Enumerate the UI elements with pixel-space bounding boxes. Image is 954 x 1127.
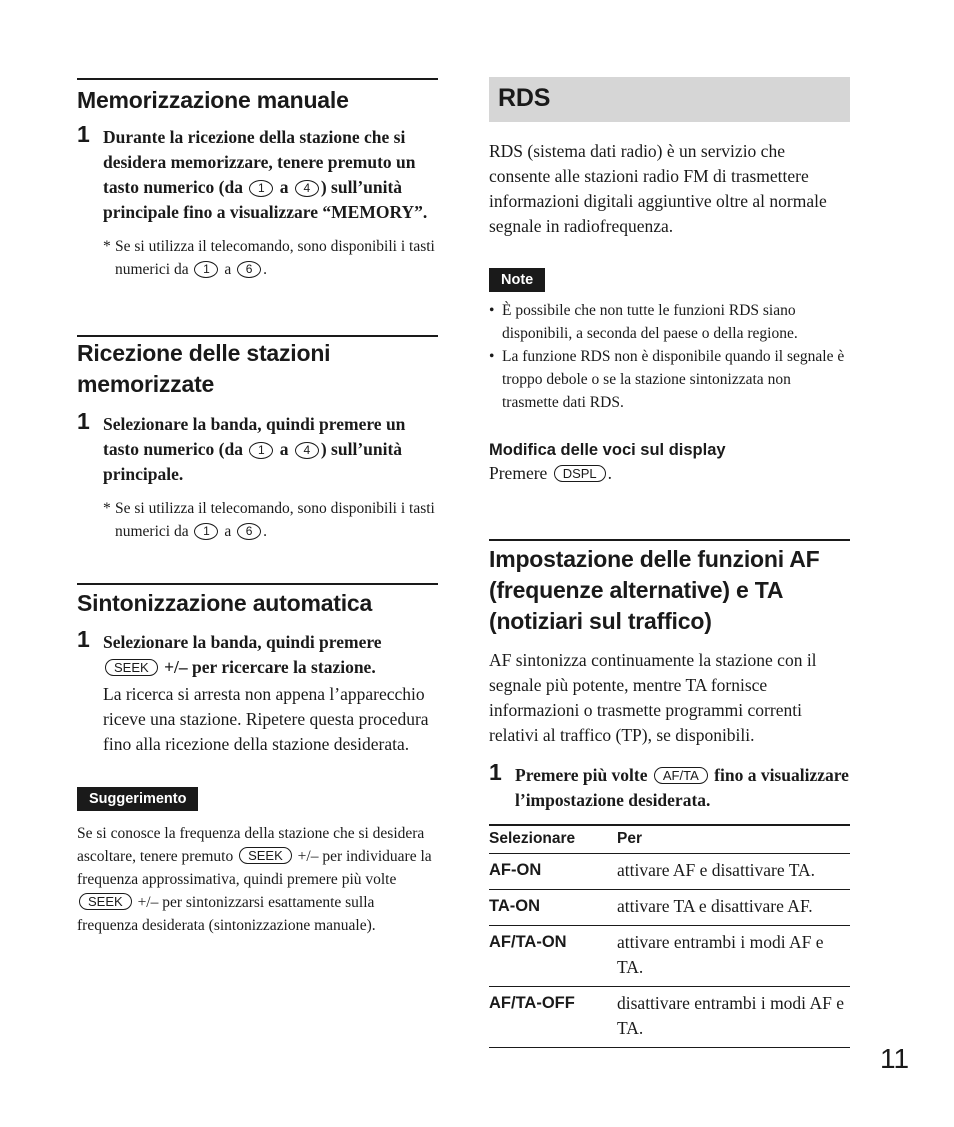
step-number: 1: [77, 408, 90, 434]
step-manual-memory: [77, 121, 438, 225]
remote-note: [103, 497, 438, 543]
step-text: ) sull’unità principale.: [103, 439, 403, 484]
note-item: • È possibile che non tutte le funzioni RDS siano disponibili, a seconda del paese o della regione.: [489, 299, 850, 345]
section-title-auto-tuning: Sintonizzazione automatica: [77, 590, 373, 616]
table-header: Per: [617, 830, 642, 847]
step-text: +/– per ricercare la stazione.: [159, 657, 376, 677]
rds-intro: RDS (sistema dati radio) è un servizio che consente alle stazioni radio FM di trasmettere informazioni digitali aggiuntive oltre al normale segnale in radiofrequenza.: [489, 141, 827, 236]
number-key: 1: [249, 442, 273, 459]
step-auto-tuning: [77, 626, 438, 757]
step-stored-stations: [77, 408, 438, 487]
table-cell-setting: AF/TA-ON: [489, 926, 617, 987]
number-key: 4: [295, 442, 319, 459]
tip-label: Suggerimento: [77, 787, 198, 811]
step-text: Premere più volte: [515, 765, 652, 785]
tip-text: [77, 822, 438, 937]
step-af-ta: [489, 759, 850, 813]
af-ta-table: [489, 826, 850, 1047]
section-title-manual-memory: Memorizzazione manuale: [77, 87, 349, 113]
note-label: Note: [489, 268, 545, 292]
number-key: 1: [194, 523, 218, 540]
table-row: [489, 926, 850, 987]
number-key: 6: [237, 523, 261, 540]
step-text: ) sull’unità principale fino a visualizzare “MEMORY”.: [103, 177, 428, 222]
table-cell-setting: AF-ON: [489, 854, 617, 890]
table-cell-purpose: attivare entrambi i modi AF e TA.: [617, 926, 850, 987]
rds-header-band: [489, 77, 850, 122]
step-text: Selezionare la banda, quindi premere un tasto numerico (da: [103, 414, 406, 459]
section-title-stored-stations: Ricezione delle stazioni memorizzate: [77, 340, 331, 397]
table-cell-purpose: disattivare entrambi i modi AF e TA.: [617, 987, 850, 1048]
seek-key: SEEK: [79, 893, 132, 910]
section-rule: [77, 78, 438, 80]
step-body: La ricerca si arresta non appena l’apparecchio riceve una stazione. Ripetere questa procedura fino alla ricezione della stazione desiderata.: [103, 684, 429, 754]
table-row: [489, 890, 850, 926]
page-number: 11: [880, 1043, 910, 1074]
step-text: Selezionare la banda, quindi premere: [103, 632, 382, 652]
display-items-subtitle: Modifica delle voci sul display: [489, 441, 726, 459]
table-row: [489, 854, 850, 890]
section-rule: [77, 583, 438, 585]
step-number: 1: [77, 121, 90, 147]
note-text: .: [263, 523, 267, 540]
note-text: .: [263, 261, 267, 278]
tip-text-part: +/– per sintonizzarsi esattamente sulla frequenza desiderata (sintonizzazione manuale).: [77, 894, 376, 934]
table-header: Selezionare: [489, 830, 576, 847]
rds-note-box: [489, 268, 850, 414]
section-title-rds: RDS: [498, 84, 551, 112]
step-text: a: [275, 177, 293, 197]
step-number: 1: [489, 759, 502, 785]
tip-box: [77, 787, 438, 937]
note-text: Se si utilizza il telecomando, sono disponibili i tasti numerici da: [115, 500, 435, 540]
table-cell-purpose: attivare AF e disattivare TA.: [617, 854, 850, 890]
note-text: a: [220, 523, 236, 540]
section-title-af-ta: Impostazione delle funzioni AF (frequenze alternative) e TA (notiziari sul traffico): [489, 546, 820, 634]
table-header-row: [489, 826, 850, 854]
note-item: • La funzione RDS non è disponibile quando il segnale è troppo debole o se la stazione sintonizzata non trasmette dati RDS.: [489, 345, 850, 414]
number-key: 1: [249, 180, 273, 197]
press-text: Premere: [489, 463, 552, 483]
note-text: a: [220, 261, 236, 278]
table-cell-purpose: attivare TA e disattivare AF.: [617, 890, 850, 926]
seek-key: SEEK: [239, 847, 292, 864]
tip-text-part: +/– per individuare la frequenza approssimativa, quindi premere più volte: [77, 848, 432, 888]
step-number: 1: [77, 626, 90, 652]
asterisk: *: [103, 238, 111, 255]
seek-key: SEEK: [105, 659, 158, 676]
table-cell-setting: TA-ON: [489, 890, 617, 926]
press-dspl: [489, 461, 850, 486]
af-ta-intro: AF sintonizza continuamente la stazione con il segnale più potente, mentre TA fornisce informazioni o trasmette programmi correnti relativi al traffico (TP), se disponibili.: [489, 650, 817, 745]
step-text: fino a visualizzare l’impostazione desiderata.: [515, 765, 849, 810]
press-text: .: [607, 463, 613, 483]
asterisk: *: [103, 500, 111, 517]
number-key: 6: [237, 261, 261, 278]
remote-note: [103, 235, 438, 281]
section-rule: [77, 335, 438, 337]
step-text: Durante la ricezione della stazione che si desidera memorizzare, tenere premuto un tasto numerico (da: [103, 127, 416, 197]
left-column: [77, 78, 438, 937]
number-key: 1: [194, 261, 218, 278]
dspl-key: DSPL: [554, 465, 606, 482]
section-rule: [489, 539, 850, 541]
af-ta-table-wrap: [489, 824, 850, 1048]
note-text: Se si utilizza il telecomando, sono disponibili i tasti numerici da: [115, 238, 435, 278]
number-key: 4: [295, 180, 319, 197]
tip-text-part: Se si conosce la frequenza della stazione che si desidera ascoltare, tenere premuto: [77, 825, 425, 865]
table-cell-setting: AF/TA-OFF: [489, 987, 617, 1048]
table-row: [489, 987, 850, 1048]
af-ta-key: AF/TA: [654, 767, 708, 784]
right-column: [489, 77, 850, 1048]
step-text: a: [275, 439, 293, 459]
